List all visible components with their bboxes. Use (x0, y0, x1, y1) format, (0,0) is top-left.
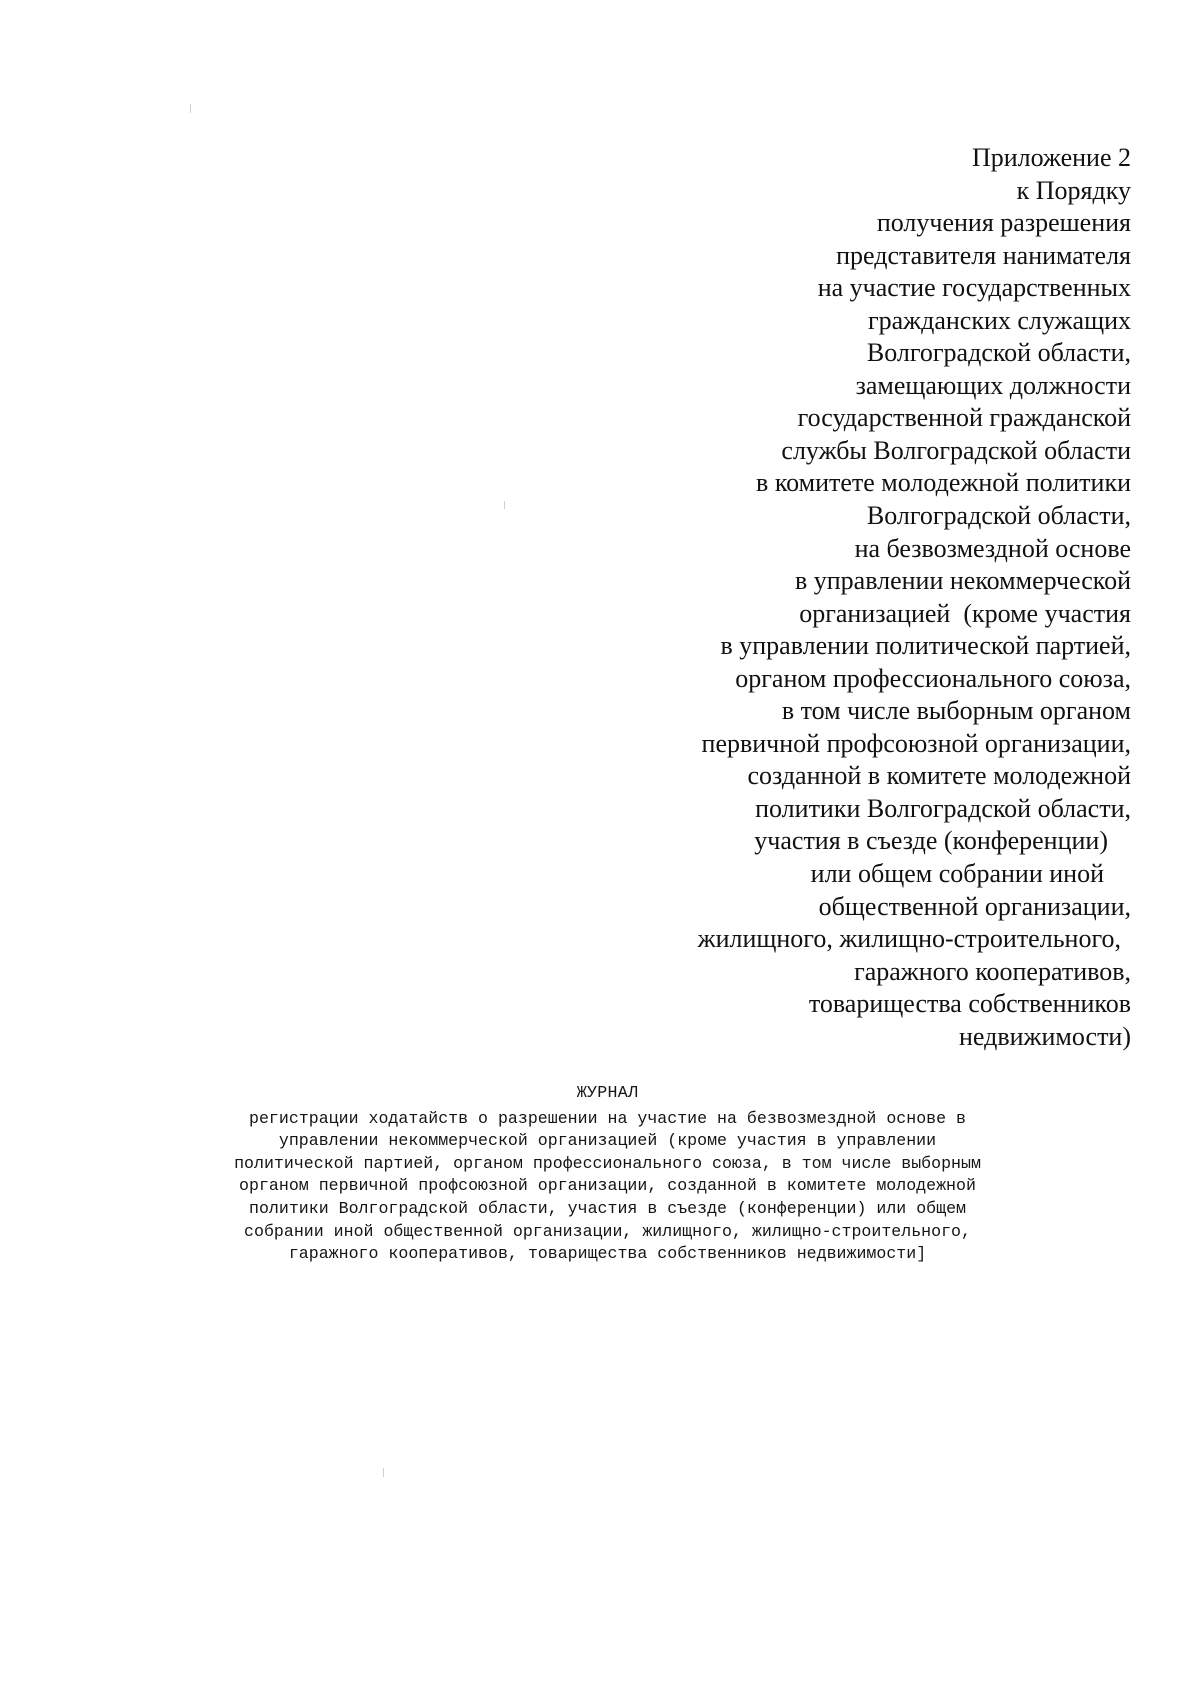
journal-heading (140, 1082, 1075, 1266)
appendix-line: общественной организации, (818, 891, 1131, 921)
appendix-line: участия в съезде (конференции) (754, 826, 1108, 856)
appendix-line: созданной в комитете молодежной (747, 761, 1131, 791)
appendix-line: представителя нанимателя (836, 240, 1131, 270)
appendix-line: гаражного кооперативов, (854, 956, 1131, 986)
journal-line: собрании иной общественной организации, жилищного, жилищно-строительного, (244, 1221, 971, 1241)
appendix-line: в комитете молодежной политики (756, 468, 1131, 498)
appendix-line: государственной гражданской (797, 403, 1131, 433)
appendix-line: службы Волгоградской области (781, 435, 1131, 465)
journal-line: органом первичной профсоюзной организации, созданной в комитете молодежной (239, 1176, 976, 1196)
scan-speck (504, 501, 505, 509)
journal-description (140, 1108, 1075, 1266)
appendix-line: к Порядку (1016, 175, 1131, 205)
journal-line: политики Волгоградской области, участия в съезде (конференции) или общем (249, 1198, 966, 1218)
appendix-line: первичной профсоюзной организации, (701, 728, 1131, 758)
appendix-line: в том числе выборным органом (781, 696, 1131, 726)
appendix-line: недвижимости) (959, 1021, 1131, 1051)
journal-line: регистрации ходатайств о разрешении на участие на безвозмездной основе в (249, 1108, 966, 1128)
appendix-line: жилищного, жилищно-строительного, (697, 924, 1121, 954)
appendix-line: в управлении некоммерческой (794, 566, 1131, 596)
appendix-line: гражданских служащих (867, 305, 1131, 335)
appendix-line: организацией (кроме участия (799, 598, 1131, 628)
appendix-line: получения разрешения (876, 208, 1131, 238)
appendix-line: политики Волгоградской области, (755, 793, 1131, 823)
appendix-line: Волгоградской области, (866, 501, 1131, 531)
journal-title: ЖУРНАЛ (576, 1083, 639, 1102)
appendix-line: на безвозмездной основе (854, 533, 1131, 563)
appendix-line: в управлении политической партией, (720, 631, 1131, 661)
appendix-line: Приложение 2 (971, 143, 1131, 172)
scan-speck (383, 1468, 384, 1477)
appendix-line: или общем собрании иной (810, 859, 1104, 889)
appendix-line: замещающих должности (855, 370, 1131, 400)
appendix-line: органом профессионального союза, (735, 663, 1131, 693)
appendix-line: на участие государственных (817, 273, 1131, 303)
appendix-header (571, 142, 1131, 1053)
appendix-line: товарищества собственников (808, 989, 1131, 1019)
journal-line: политической партией, органом профессионального союза, в том числе выборным (234, 1153, 981, 1173)
scan-speck (190, 104, 191, 113)
appendix-line: Волгоградской области, (866, 338, 1131, 368)
journal-line: управлении некоммерческой организацией (кроме участия в управлении (278, 1131, 937, 1151)
journal-line: гаражного кооперативов, товарищества собственников недвижимости] (288, 1244, 927, 1264)
